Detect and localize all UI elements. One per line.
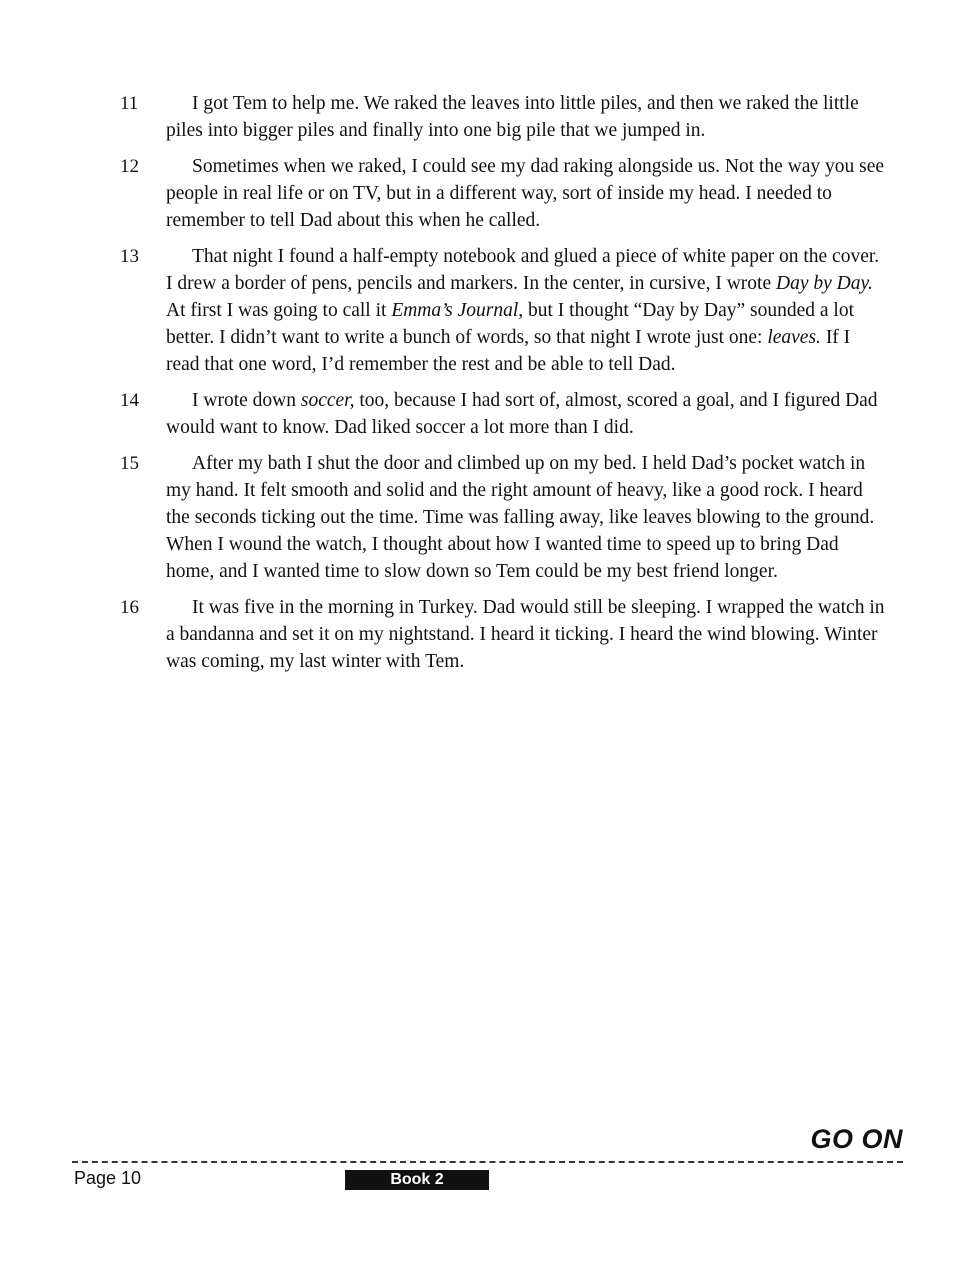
text-segment: After my bath I shut the door and climbed up on my bed. I held Dad’s pocket watch in my hand. It felt smooth and solid and the right amount of heavy, like a good rock. I heard the seconds ticking out the time. Time was falling away, like leaves blowing to the ground. When I wound the watch, I thought about how I wanted time to speed up to bring Dad home, and I wanted time to slow down so Tem could be my best friend longer.	[166, 453, 875, 582]
paragraph-text	[166, 153, 888, 234]
text-segment: At first I was going to call it	[166, 300, 392, 321]
text-segment: If I read that one word, I’d remember the rest and be able to tell Dad.	[166, 327, 851, 375]
paragraph	[0, 153, 979, 234]
italic-text-segment: Emma’s Journal,	[391, 300, 524, 321]
paragraph-text	[166, 387, 888, 441]
paragraph-number: 16	[120, 597, 139, 618]
paragraph	[0, 450, 979, 585]
paragraph	[0, 243, 979, 378]
book-label: Book 2	[345, 1170, 489, 1190]
page-number: Page 10	[74, 1168, 142, 1188]
italic-text-segment: leaves.	[767, 327, 821, 348]
paragraph	[0, 594, 979, 675]
text-segment: but I thought “Day by Day” sounded a lot better. I didn’t want to write a bunch of words, so that night I wrote just one:	[166, 300, 855, 348]
paragraph-text	[166, 450, 888, 585]
paragraph-text	[166, 594, 888, 675]
paragraph-number: 15	[120, 453, 139, 474]
go-on-label: GO ON	[810, 1124, 903, 1154]
paragraph-number: 14	[120, 390, 139, 411]
text-segment: Sometimes when we raked, I could see my dad raking alongside us. Not the way you see people in real life or on TV, but in a different way, sort of inside my head. I needed to remember to tell Dad about this when he called.	[166, 156, 885, 231]
paragraph-number: 12	[120, 156, 139, 177]
italic-text-segment: Day by Day.	[775, 273, 873, 294]
paragraph-text	[166, 243, 888, 378]
footer-divider	[72, 1161, 903, 1163]
text-segment: I got Tem to help me. We raked the leaves into little piles, and then we raked the little piles into bigger piles and finally into one big pile that we jumped in.	[166, 93, 859, 141]
paragraph-text	[166, 90, 888, 144]
paragraph-number: 13	[120, 246, 139, 267]
text-segment: It was five in the morning in Turkey. Dad would still be sleeping. I wrapped the watch in a bandanna and set it on my nightstand. I heard it ticking. I heard the wind blowing. Winter was coming, my last winter with Tem.	[166, 597, 885, 672]
paragraph-number: 11	[120, 93, 139, 114]
text-segment: That night I found a half-empty notebook and glued a piece of white paper on the cover. I drew a border of pens, pencils and markers. In the center, in cursive, I wrote	[166, 246, 880, 294]
paragraph	[0, 90, 979, 144]
paragraph	[0, 387, 979, 441]
text-segment: I wrote down	[192, 390, 301, 411]
text-segment: too, because I had sort of, almost, scored a goal, and I figured Dad would want to know. Dad liked soccer a lot more than I did.	[166, 390, 878, 438]
passage	[0, 90, 979, 684]
italic-text-segment: soccer,	[300, 390, 355, 411]
